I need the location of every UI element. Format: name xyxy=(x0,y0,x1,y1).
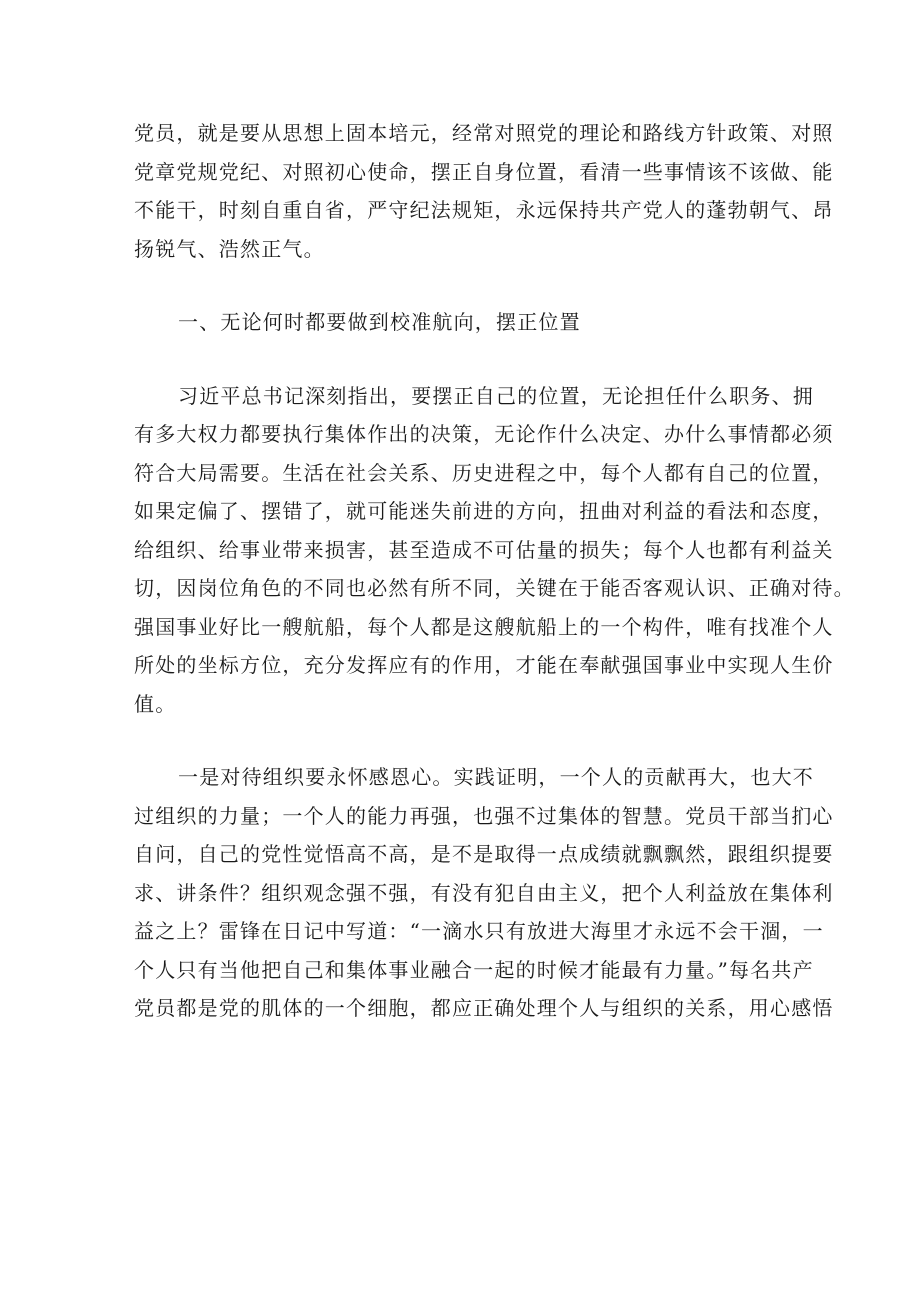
text-line: 所处的坐标方位，充分发挥应有的作用，才能在奉献强国事业中实现人生价 xyxy=(134,653,834,677)
text-line: 符合大局需要。生活在社会关系、历史进程之中，每个人都有自己的位置， xyxy=(134,460,834,485)
text-line: 过组织的力量；一个人的能力再强，也强不过集体的智慧。党员干部当扪心 xyxy=(134,803,834,828)
paragraph-intro xyxy=(134,114,834,268)
section-heading xyxy=(134,303,796,342)
text-line: 自问，自己的党性觉悟高不高，是不是取得一点成绩就飘飘然，跟组织提要 xyxy=(134,842,834,866)
text-line: 有多大权力都要执行集体作出的决策，无论作什么决定、办什么事情都必须 xyxy=(134,422,834,446)
text-line: 党员，就是要从思想上固本培元，经常对照党的理论和路线方针政策、对照 xyxy=(134,121,834,145)
paragraph-gratitude xyxy=(134,758,834,1028)
text-line: 益之上？雷锋在日记中写道：“一滴水只有放进大海里才永远不会干涸，一 xyxy=(134,919,824,943)
document-body xyxy=(134,114,855,1028)
text-line: 个人只有当他把自己和集体事业融合一起的时候才能最有力量。”每名共产 xyxy=(134,957,814,982)
text-line: 不能干，时刻自重自省，严守纪法规矩，永远保持共产党人的蓬勃朝气、昂 xyxy=(134,198,834,222)
text-line: 党员都是党的肌体的一个细胞，都应正确处理个人与组织的关系，用心感悟 xyxy=(134,996,834,1020)
text-line: 如果定偏了、摆错了，就可能迷失前进的方向，扭曲对利益的看法和态度， xyxy=(134,499,834,523)
heading-text: 一、无论何时都要做到校准航向，摆正位置 xyxy=(178,310,581,334)
text-line: 给组织、给事业带来损害，甚至造成不可估量的损失；每个人也都有利益关 xyxy=(134,537,834,562)
text-line: 一是对待组织要永怀感恩心。实践证明，一个人的贡献再大，也大不 xyxy=(178,765,814,789)
text-line: 值。 xyxy=(134,691,177,716)
text-line: 习近平总书记深刻指出，要摆正自己的位置，无论担任什么职务、拥 xyxy=(178,383,814,408)
text-line: 求、讲条件？组织观念强不强，有没有犯自由主义，把个人利益放在集体利 xyxy=(134,880,834,905)
paragraph-position xyxy=(134,377,855,724)
text-line: 扬锐气、浩然正气。 xyxy=(134,236,325,261)
text-line: 切，因岗位角色的不同也必然有所不同，关键在于能否客观认识、正确对待。 xyxy=(134,576,855,600)
text-line: 强国事业好比一艘航船，每个人都是这艘航船上的一个构件，唯有找准个人 xyxy=(134,614,834,639)
text-line: 党章党规党纪、对照初心使命，摆正自身位置，看清一些事情该不该做、能 xyxy=(134,159,834,184)
